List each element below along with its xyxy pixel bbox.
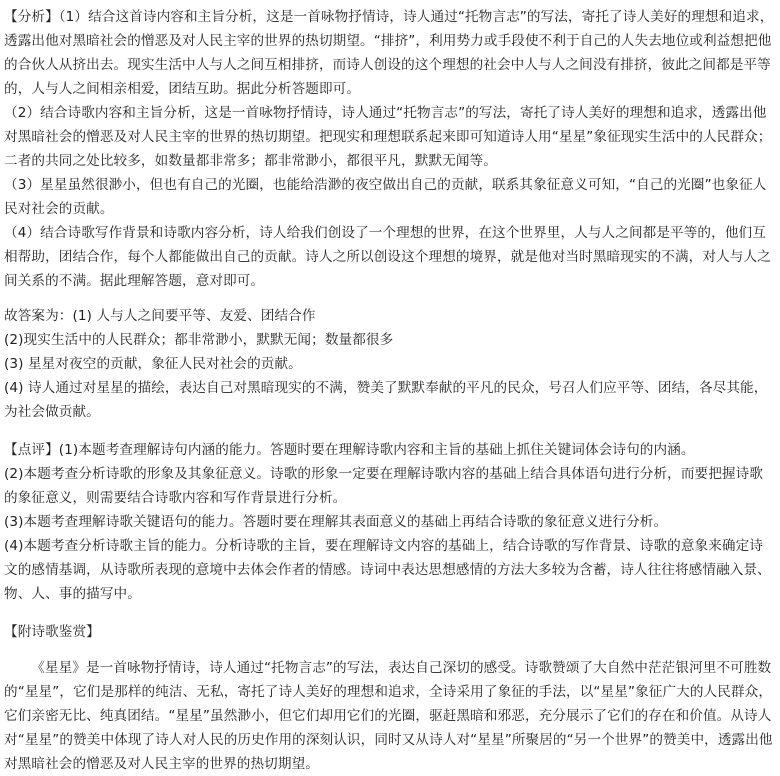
comment-1: 【点评】(1)本题考查理解诗句内涵的能力。答题时要在理解诗歌内容和主旨的基础上抓住关键词体会诗句的内涵。 bbox=[4, 442, 695, 458]
comment-2: (2)本题考查分析诗歌的形象及其象征意义。诗歌的形象一定要在理解诗歌内容的基础上结合具体语句进行分析，而要把握诗歌的象征意义，则需要结合诗歌内容和写作背景进行分析。 bbox=[4, 466, 764, 506]
analysis-part-1: 【分析】（1）结合这首诗内容和主旨分析，这是一首咏物抒情诗，诗人通过“托物言志”的写法，寄托了诗人美好的理想和追求，透露出他对黑暗社会的憎恶及对人民主宰的世界的热切期望。“排挤”，利用势力或手段使不利于自己的人失去地位或利益想把他的合伙人从挤出去。现实生活中人与人之间互相排挤，而诗人创设的这个理想的社会中人与人之间没有排挤，彼此之间都是平等的，人与人之间相亲相爱，团结互助。据此分析答题即可。 bbox=[4, 9, 774, 97]
analysis-part-4: （4）结合诗歌写作背景和诗歌内容分析，诗人给我们创设了一个理想的世界，在这个世界里，人与人之间都是平等的，他们互相帮助，团结合作，每个人都能做出自己的贡献。诗人之所以创设这个理想的境界，就是他对当时黑暗现实的不满，对人与人之间关系的不满。据此理解答题，意对即可。 bbox=[4, 225, 771, 289]
answer-line-4: (4) 诗人通过对星星的描绘，表达自己对黑暗现实的不满，赞美了默默奉献的平凡的民众，号召人们应平等、团结，各尽其能，为社会做贡献。 bbox=[4, 380, 768, 420]
comment-4: (4)本题考查分析诗歌主旨的能力。分析诗歌的主旨，要在理解诗文内容的基础上，结合诗歌的写作背景、诗歌的意象来确定诗文的感情基调，从诗歌所表现的意境中去体会作者的情感。诗词中表达思想感情的方法大多较为含蓄，诗人往往将感情融入景、物、人、事的描写中。 bbox=[4, 538, 771, 602]
comment-3: (3)本题考查理解诗歌关键语句的能力。答题时要在理解其表面意义的基础上再结合诗歌的象征意义进行分析。 bbox=[4, 514, 668, 530]
answer-line-1: 故答案为：(1) 人与人之间要平等、友爱、团结合作 bbox=[4, 308, 316, 324]
answer-line-3: (3) 星星对夜空的贡献，象征人民对社会的贡献。 bbox=[4, 356, 302, 372]
watermark: ​ bbox=[510, 302, 529, 336]
appreciation-body: 《星星》是一首咏物抒情诗，诗人通过“托物言志”的写法，表达自己深切的感受。诗歌赞颂了大自然中茫茫银河里不可胜数的“星星”，它们是那样的纯洁、无私，寄托了诗人美好的理想和追求，全诗采用了象征的手法，以“星星”象征广大的人民群众，它们亲密无比、纯真团结。“星星”虽然渺小，但它们却用它们的光圈，驱赶黑暗和邪恶，充分展示了它们的存在和价值。从诗人对“星星”的赞美中体现了诗人对人民的历史作用的深刻认识，同时又从诗人对“星星”所聚居的“另一个世界”的赞美中，透露出他对黑暗社会的憎恶及对人民主宰的世界的热切期望。 bbox=[4, 660, 773, 772]
analysis-part-3: （3）星星虽然很渺小，但也有自己的光圈，也能给浩渺的夜空做出自己的贡献，联系其象征意义可知，“自己的光圈”也象征人民对社会的贡献。 bbox=[4, 177, 767, 217]
appreciation-heading: 【附诗歌鉴赏】 bbox=[4, 624, 100, 640]
answer-line-2: (2)现实生活中的人民群众；都非常渺小，默默无闻；数量都很多 bbox=[4, 332, 394, 348]
analysis-part-2: （2）结合诗歌内容和主旨分析，这是一首咏物抒情诗，诗人通过“托物言志”的写法，寄托了诗人美好的理想和追求，透露出他对黑暗社会的憎恶及对人民主宰的世界的热切期望。把现实和理想联系起来即可知道诗人用“星星”象征现实生活中的人民群众；二者的共同之处比较多，如数量都非常多；都非常渺小，都很平凡，默默无闻等。 bbox=[4, 105, 772, 169]
